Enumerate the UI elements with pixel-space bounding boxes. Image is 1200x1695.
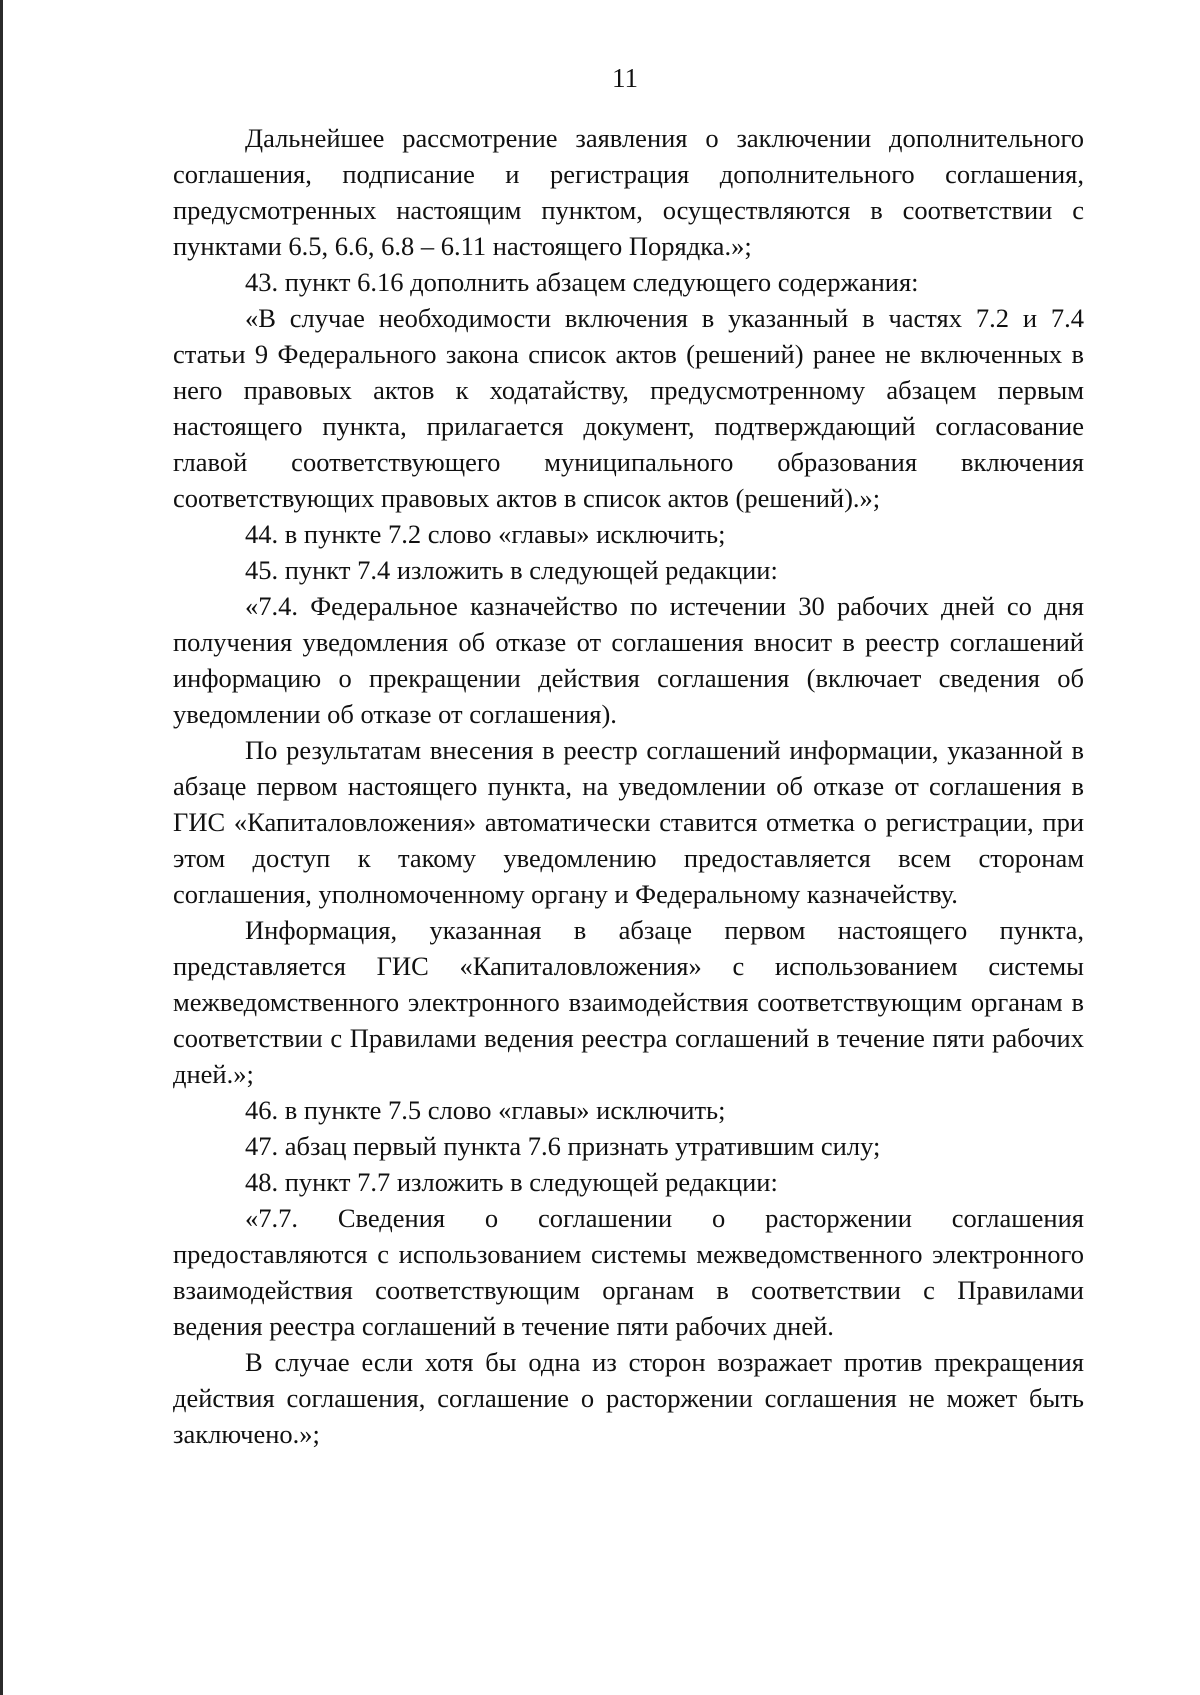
document-body — [173, 120, 1084, 1452]
paragraph: 48. пункт 7.7 изложить в следующей редакции: — [245, 1167, 778, 1197]
paragraph: Информация, указанная в абзаце первом настоящего пункта, представляется ГИС «Капиталовложения» с использованием системы межведомственного электронного взаимодействия соответствующим органам в соответствии с Правилами ведения реестра соглашений в течение пяти рабочих дней.»; — [173, 915, 1084, 1089]
paragraph: По результатам внесения в реестр соглашений информации, указанной в абзаце первом настоящего пункта, на уведомлении об отказе от соглашения в ГИС «Капиталовложения» автоматически ставится отметка о регистрации, при этом доступ к такому уведомлению предоставляется всем сторонам соглашения, уполномоченному органу и Федеральному казначейству. — [173, 735, 1084, 909]
paragraph: «7.4. Федеральное казначейство по истечении 30 рабочих дней со дня получения уведомления об отказе от соглашения вносит в реестр соглашений информацию о прекращении действия соглашения (включает сведения об уведомлении об отказе от соглашения). — [173, 591, 1084, 729]
paragraph: «7.7. Сведения о соглашении о расторжении соглашения предоставляются с использованием системы межведомственного электронного взаимодействия соответствующим органам в соответствии с Правилами ведения реестра соглашений в течение пяти рабочих дней. — [173, 1203, 1084, 1341]
paragraph: 44. в пункте 7.2 слово «главы» исключить; — [245, 519, 726, 549]
page-number: 11 — [612, 63, 638, 93]
paragraph: Дальнейшее рассмотрение заявления о заключении дополнительного соглашения, подписание и регистрация дополнительного соглашения, предусмотренных настоящим пунктом, осуществляются в соответствии с пунктами 6.5, 6.6, 6.8 – 6.11 настоящего Порядка.»; — [173, 123, 1084, 261]
paragraph: В случае если хотя бы одна из сторон возражает против прекращения действия соглашения, соглашение о расторжении соглашения не может быть заключено.»; — [173, 1347, 1084, 1449]
paragraph: 47. абзац первый пункта 7.6 признать утратившим силу; — [245, 1131, 881, 1161]
paragraph: «В случае необходимости включения в указанный в частях 7.2 и 7.4 статьи 9 Федерального закона список актов (решений) ранее не включенных в него правовых актов к ходатайству, предусмотренному абзацем первым настоящего пункта, прилагается документ, подтверждающий согласование главой соответствующего муниципального образования включения соответствующих правовых актов в список актов (решений).»; — [173, 303, 1084, 513]
paragraph: 43. пункт 6.16 дополнить абзацем следующего содержания: — [245, 267, 919, 297]
paragraph: 46. в пункте 7.5 слово «главы» исключить; — [245, 1095, 726, 1125]
paragraph: 45. пункт 7.4 изложить в следующей редакции: — [245, 555, 778, 585]
scan-edge-line — [0, 0, 3, 1695]
